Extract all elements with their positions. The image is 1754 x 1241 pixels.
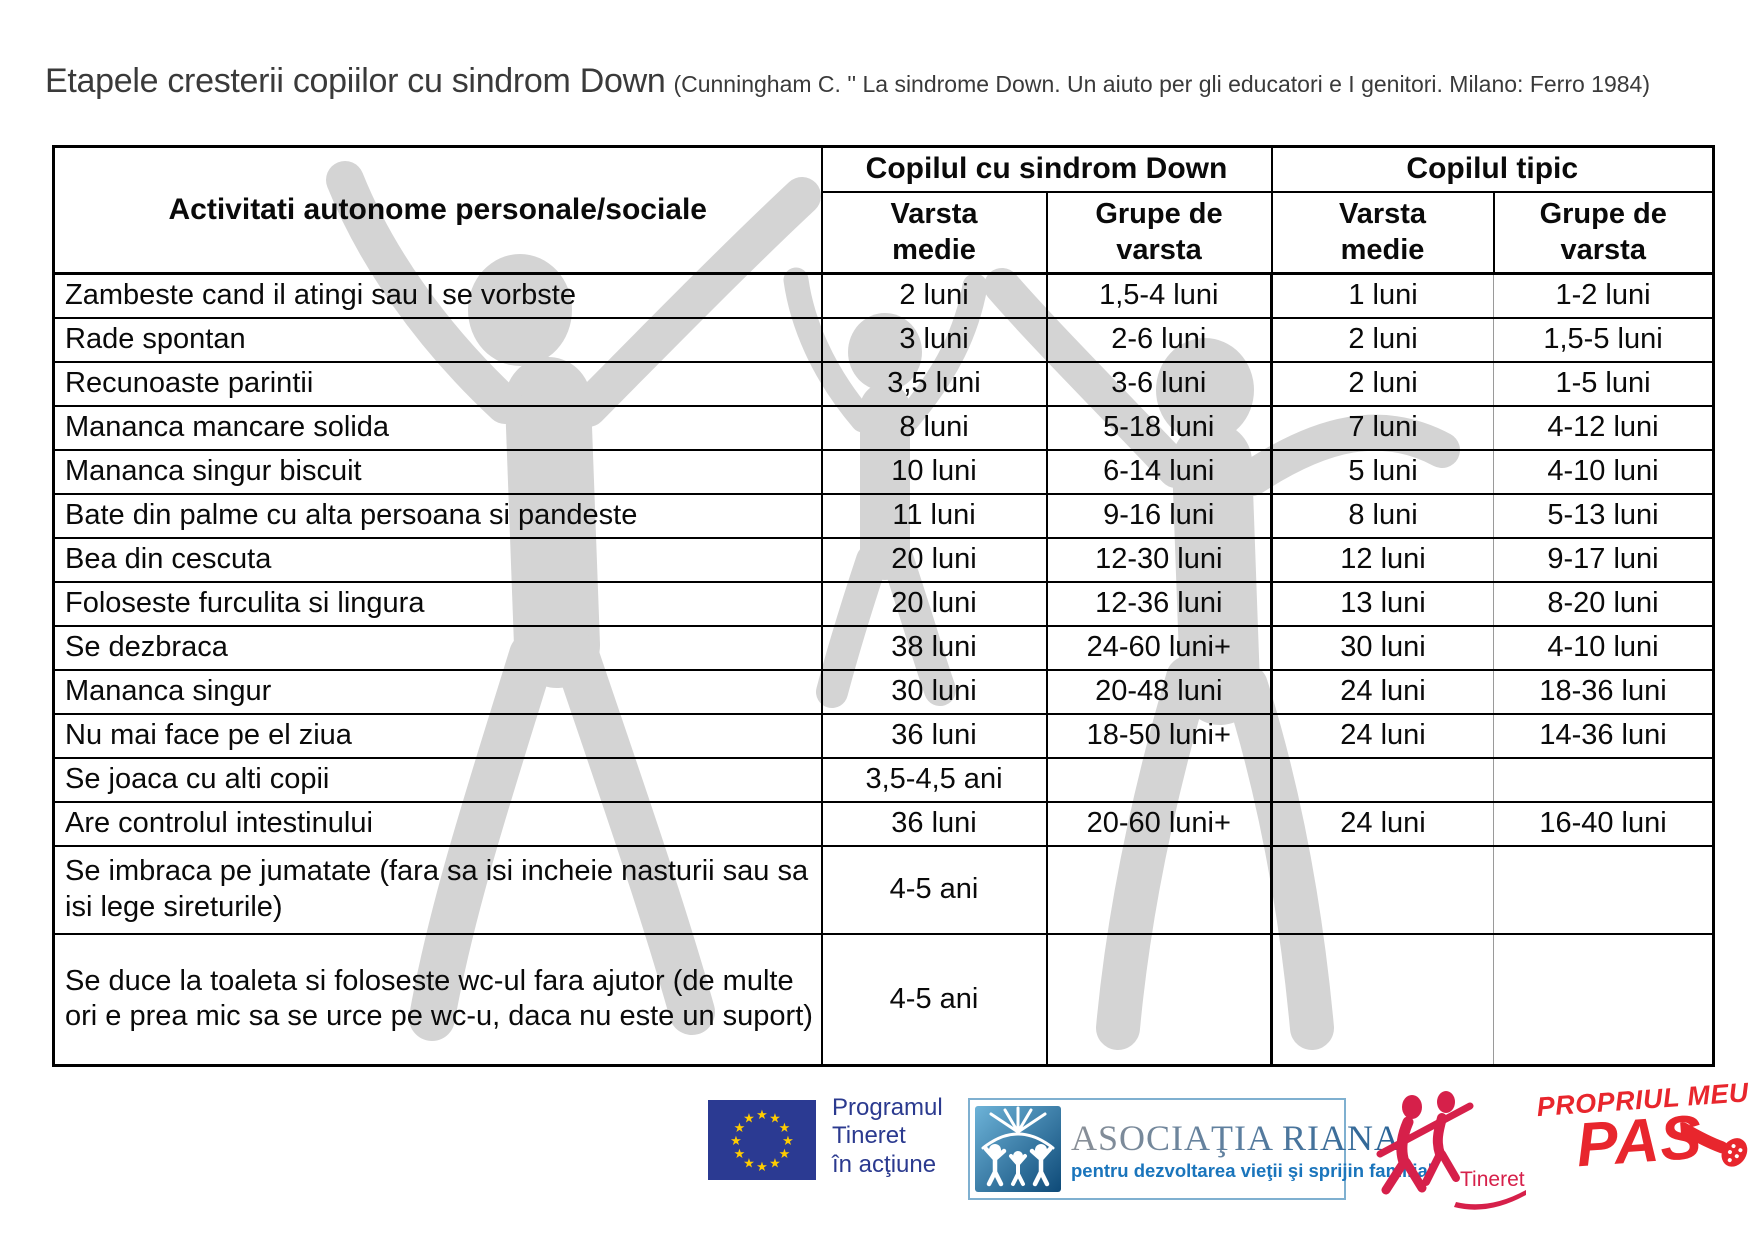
tineret-logo bbox=[1368, 1090, 1548, 1210]
table-row bbox=[54, 670, 1714, 714]
value-cell: 20 luni bbox=[822, 538, 1047, 582]
activity-cell: Se dezbraca bbox=[54, 626, 822, 670]
table-header bbox=[54, 147, 1714, 274]
value-cell: 30 luni bbox=[1272, 626, 1494, 670]
asociatia-riana-logo bbox=[968, 1098, 1433, 1200]
svg-text:★: ★ bbox=[756, 1108, 768, 1123]
riana-family-icon bbox=[975, 1106, 1061, 1192]
value-cell: 3,5-4,5 ani bbox=[822, 758, 1047, 802]
value-cell: 2 luni bbox=[1272, 318, 1494, 362]
milestones-table bbox=[52, 145, 1715, 1067]
svg-text:★: ★ bbox=[778, 1147, 791, 1162]
table-row bbox=[54, 538, 1714, 582]
value-cell: 5 luni bbox=[1272, 450, 1494, 494]
value-cell: 24 luni bbox=[1272, 714, 1494, 758]
value-cell: 20 luni bbox=[822, 582, 1047, 626]
activity-cell: Rade spontan bbox=[54, 318, 822, 362]
value-cell: 8 luni bbox=[1272, 494, 1494, 538]
sub-header-varsta-medie-down: Varsta medie bbox=[822, 192, 1047, 274]
value-cell: 10 luni bbox=[822, 450, 1047, 494]
propriul-meu-pas-logo bbox=[1535, 1077, 1750, 1222]
value-cell: 20-48 luni bbox=[1047, 670, 1272, 714]
activity-cell: Zambeste cand il atingi sau I se vorbste bbox=[54, 274, 822, 318]
value-cell: 12-36 luni bbox=[1047, 582, 1272, 626]
value-cell: 20-60 luni+ bbox=[1047, 802, 1272, 846]
value-cell: 3,5 luni bbox=[822, 362, 1047, 406]
value-cell: 5-13 luni bbox=[1494, 494, 1714, 538]
value-cell bbox=[1047, 758, 1272, 802]
value-cell: 11 luni bbox=[822, 494, 1047, 538]
svg-text:★: ★ bbox=[756, 1160, 768, 1175]
value-cell bbox=[1494, 934, 1714, 1066]
value-cell: 4-5 ani bbox=[822, 846, 1047, 934]
group-header-down: Copilul cu sindrom Down bbox=[822, 147, 1272, 192]
table-row bbox=[54, 758, 1714, 802]
table-row bbox=[54, 450, 1714, 494]
value-cell: 18-50 luni+ bbox=[1047, 714, 1272, 758]
value-cell: 24-60 luni+ bbox=[1047, 626, 1272, 670]
activity-cell: Nu mai face pe el ziua bbox=[54, 714, 822, 758]
value-cell bbox=[1272, 934, 1494, 1066]
table-row bbox=[54, 582, 1714, 626]
activity-cell: Are controlul intestinului bbox=[54, 802, 822, 846]
table-body bbox=[54, 274, 1714, 1066]
table-row bbox=[54, 626, 1714, 670]
activity-cell: Bea din cescuta bbox=[54, 538, 822, 582]
table-row bbox=[54, 274, 1714, 318]
value-cell: 5-18 luni bbox=[1047, 406, 1272, 450]
value-cell: 36 luni bbox=[822, 714, 1047, 758]
activity-cell: Mananca mancare solida bbox=[54, 406, 822, 450]
value-cell: 1 luni bbox=[1272, 274, 1494, 318]
pas-shoeprint-icon bbox=[1680, 1111, 1754, 1172]
activity-cell: Mananca singur bbox=[54, 670, 822, 714]
value-cell: 38 luni bbox=[822, 626, 1047, 670]
table-row bbox=[54, 714, 1714, 758]
value-cell: 4-10 luni bbox=[1494, 450, 1714, 494]
activity-cell: Se duce la toaleta si foloseste wc-ul fara ajutor (de multe ori e prea mic sa se urce pe wc-u, daca nu este un suport) bbox=[54, 934, 822, 1066]
activity-cell: Recunoaste parintii bbox=[54, 362, 822, 406]
value-cell: 1,5-4 luni bbox=[1047, 274, 1272, 318]
eu-program-text bbox=[832, 1094, 943, 1179]
table-row bbox=[54, 494, 1714, 538]
value-cell: 2 luni bbox=[1272, 362, 1494, 406]
activity-cell: Bate din palme cu alta persoana si pandeste bbox=[54, 494, 822, 538]
svg-text:★: ★ bbox=[730, 1134, 742, 1149]
tineret-figures-icon bbox=[1368, 1090, 1548, 1210]
svg-text:★: ★ bbox=[782, 1134, 794, 1149]
pas-word: PAS bbox=[1574, 1102, 1705, 1181]
pas-line2 bbox=[1537, 1099, 1741, 1184]
value-cell: 3-6 luni bbox=[1047, 362, 1272, 406]
value-cell: 7 luni bbox=[1272, 406, 1494, 450]
eu-program-logo bbox=[708, 1094, 943, 1180]
value-cell: 9-17 luni bbox=[1494, 538, 1714, 582]
column-header-activity: Activitati autonome personale/sociale bbox=[54, 147, 822, 274]
table-row bbox=[54, 406, 1714, 450]
group-header-row bbox=[54, 147, 1714, 192]
title-main: Etapele cresterii copiilor cu sindrom Down bbox=[45, 62, 666, 100]
value-cell: 16-40 luni bbox=[1494, 802, 1714, 846]
value-cell: 2 luni bbox=[822, 274, 1047, 318]
value-cell: 18-36 luni bbox=[1494, 670, 1714, 714]
value-cell: 36 luni bbox=[822, 802, 1047, 846]
eu-flag-icon bbox=[708, 1100, 816, 1180]
sub-header-grupe-varsta-down: Grupe de varsta bbox=[1047, 192, 1272, 274]
value-cell bbox=[1494, 846, 1714, 934]
value-cell: 12 luni bbox=[1272, 538, 1494, 582]
value-cell bbox=[1272, 846, 1494, 934]
title-citation: (Cunningham C. '' La sindrome Down. Un aiuto per gli educatori e I genitori. Milano: Ferro 1984) bbox=[673, 71, 1650, 97]
table-row bbox=[54, 318, 1714, 362]
activity-cell: Se imbraca pe jumatate (fara sa isi incheie nasturii sau sa isi lege sireturile) bbox=[54, 846, 822, 934]
value-cell: 4-10 luni bbox=[1494, 626, 1714, 670]
value-cell: 4-5 ani bbox=[822, 934, 1047, 1066]
group-header-tipic: Copilul tipic bbox=[1272, 147, 1714, 192]
value-cell: 24 luni bbox=[1272, 802, 1494, 846]
svg-text:★: ★ bbox=[743, 1156, 755, 1172]
value-cell: 12-30 luni bbox=[1047, 538, 1272, 582]
eu-program-line: Programul bbox=[832, 1094, 943, 1121]
eu-program-line: în acţiune bbox=[832, 1150, 937, 1178]
value-cell: 2-6 luni bbox=[1047, 318, 1272, 362]
value-cell: 8-20 luni bbox=[1494, 582, 1714, 626]
value-cell: 24 luni bbox=[1272, 670, 1494, 714]
value-cell: 9-16 luni bbox=[1047, 494, 1272, 538]
value-cell bbox=[1494, 758, 1714, 802]
value-cell bbox=[1272, 758, 1494, 802]
svg-text:★: ★ bbox=[743, 1111, 755, 1127]
value-cell bbox=[1047, 934, 1272, 1066]
pas-line1: PROPRIUL MEU bbox=[1535, 1077, 1750, 1123]
value-cell bbox=[1047, 846, 1272, 934]
activity-cell: Se joaca cu alti copii bbox=[54, 758, 822, 802]
activity-cell: Foloseste furculita si lingura bbox=[54, 582, 822, 626]
value-cell: 1-5 luni bbox=[1494, 362, 1714, 406]
value-cell: 1,5-5 luni bbox=[1494, 318, 1714, 362]
value-cell: 30 luni bbox=[822, 670, 1047, 714]
value-cell: 4-12 luni bbox=[1494, 406, 1714, 450]
activity-cell: Mananca singur biscuit bbox=[54, 450, 822, 494]
svg-text:★: ★ bbox=[769, 1111, 781, 1127]
svg-text:★: ★ bbox=[733, 1121, 746, 1136]
riana-name: ASOCIAŢIA RIANA bbox=[1071, 1117, 1433, 1159]
value-cell: 3 luni bbox=[822, 318, 1047, 362]
table-row bbox=[54, 802, 1714, 846]
svg-text:★: ★ bbox=[733, 1147, 746, 1162]
value-cell: 13 luni bbox=[1272, 582, 1494, 626]
table-row bbox=[54, 362, 1714, 406]
sub-header-grupe-varsta-tipic: Grupe de varsta bbox=[1494, 192, 1714, 274]
table-row bbox=[54, 846, 1714, 934]
eu-program-line: Tineret bbox=[832, 1122, 906, 1150]
page-title bbox=[45, 62, 1650, 101]
riana-tagline: pentru dezvoltarea vieţii şi sprijin familial bbox=[1071, 1159, 1433, 1181]
value-cell: 1-2 luni bbox=[1494, 274, 1714, 318]
svg-text:★: ★ bbox=[778, 1121, 791, 1136]
value-cell: 6-14 luni bbox=[1047, 450, 1272, 494]
value-cell: 8 luni bbox=[822, 406, 1047, 450]
sub-header-varsta-medie-tipic: Varsta medie bbox=[1272, 192, 1494, 274]
value-cell: 14-36 luni bbox=[1494, 714, 1714, 758]
svg-text:★: ★ bbox=[769, 1156, 781, 1172]
tineret-label: Tineret bbox=[1460, 1168, 1525, 1191]
table-row bbox=[54, 934, 1714, 1066]
